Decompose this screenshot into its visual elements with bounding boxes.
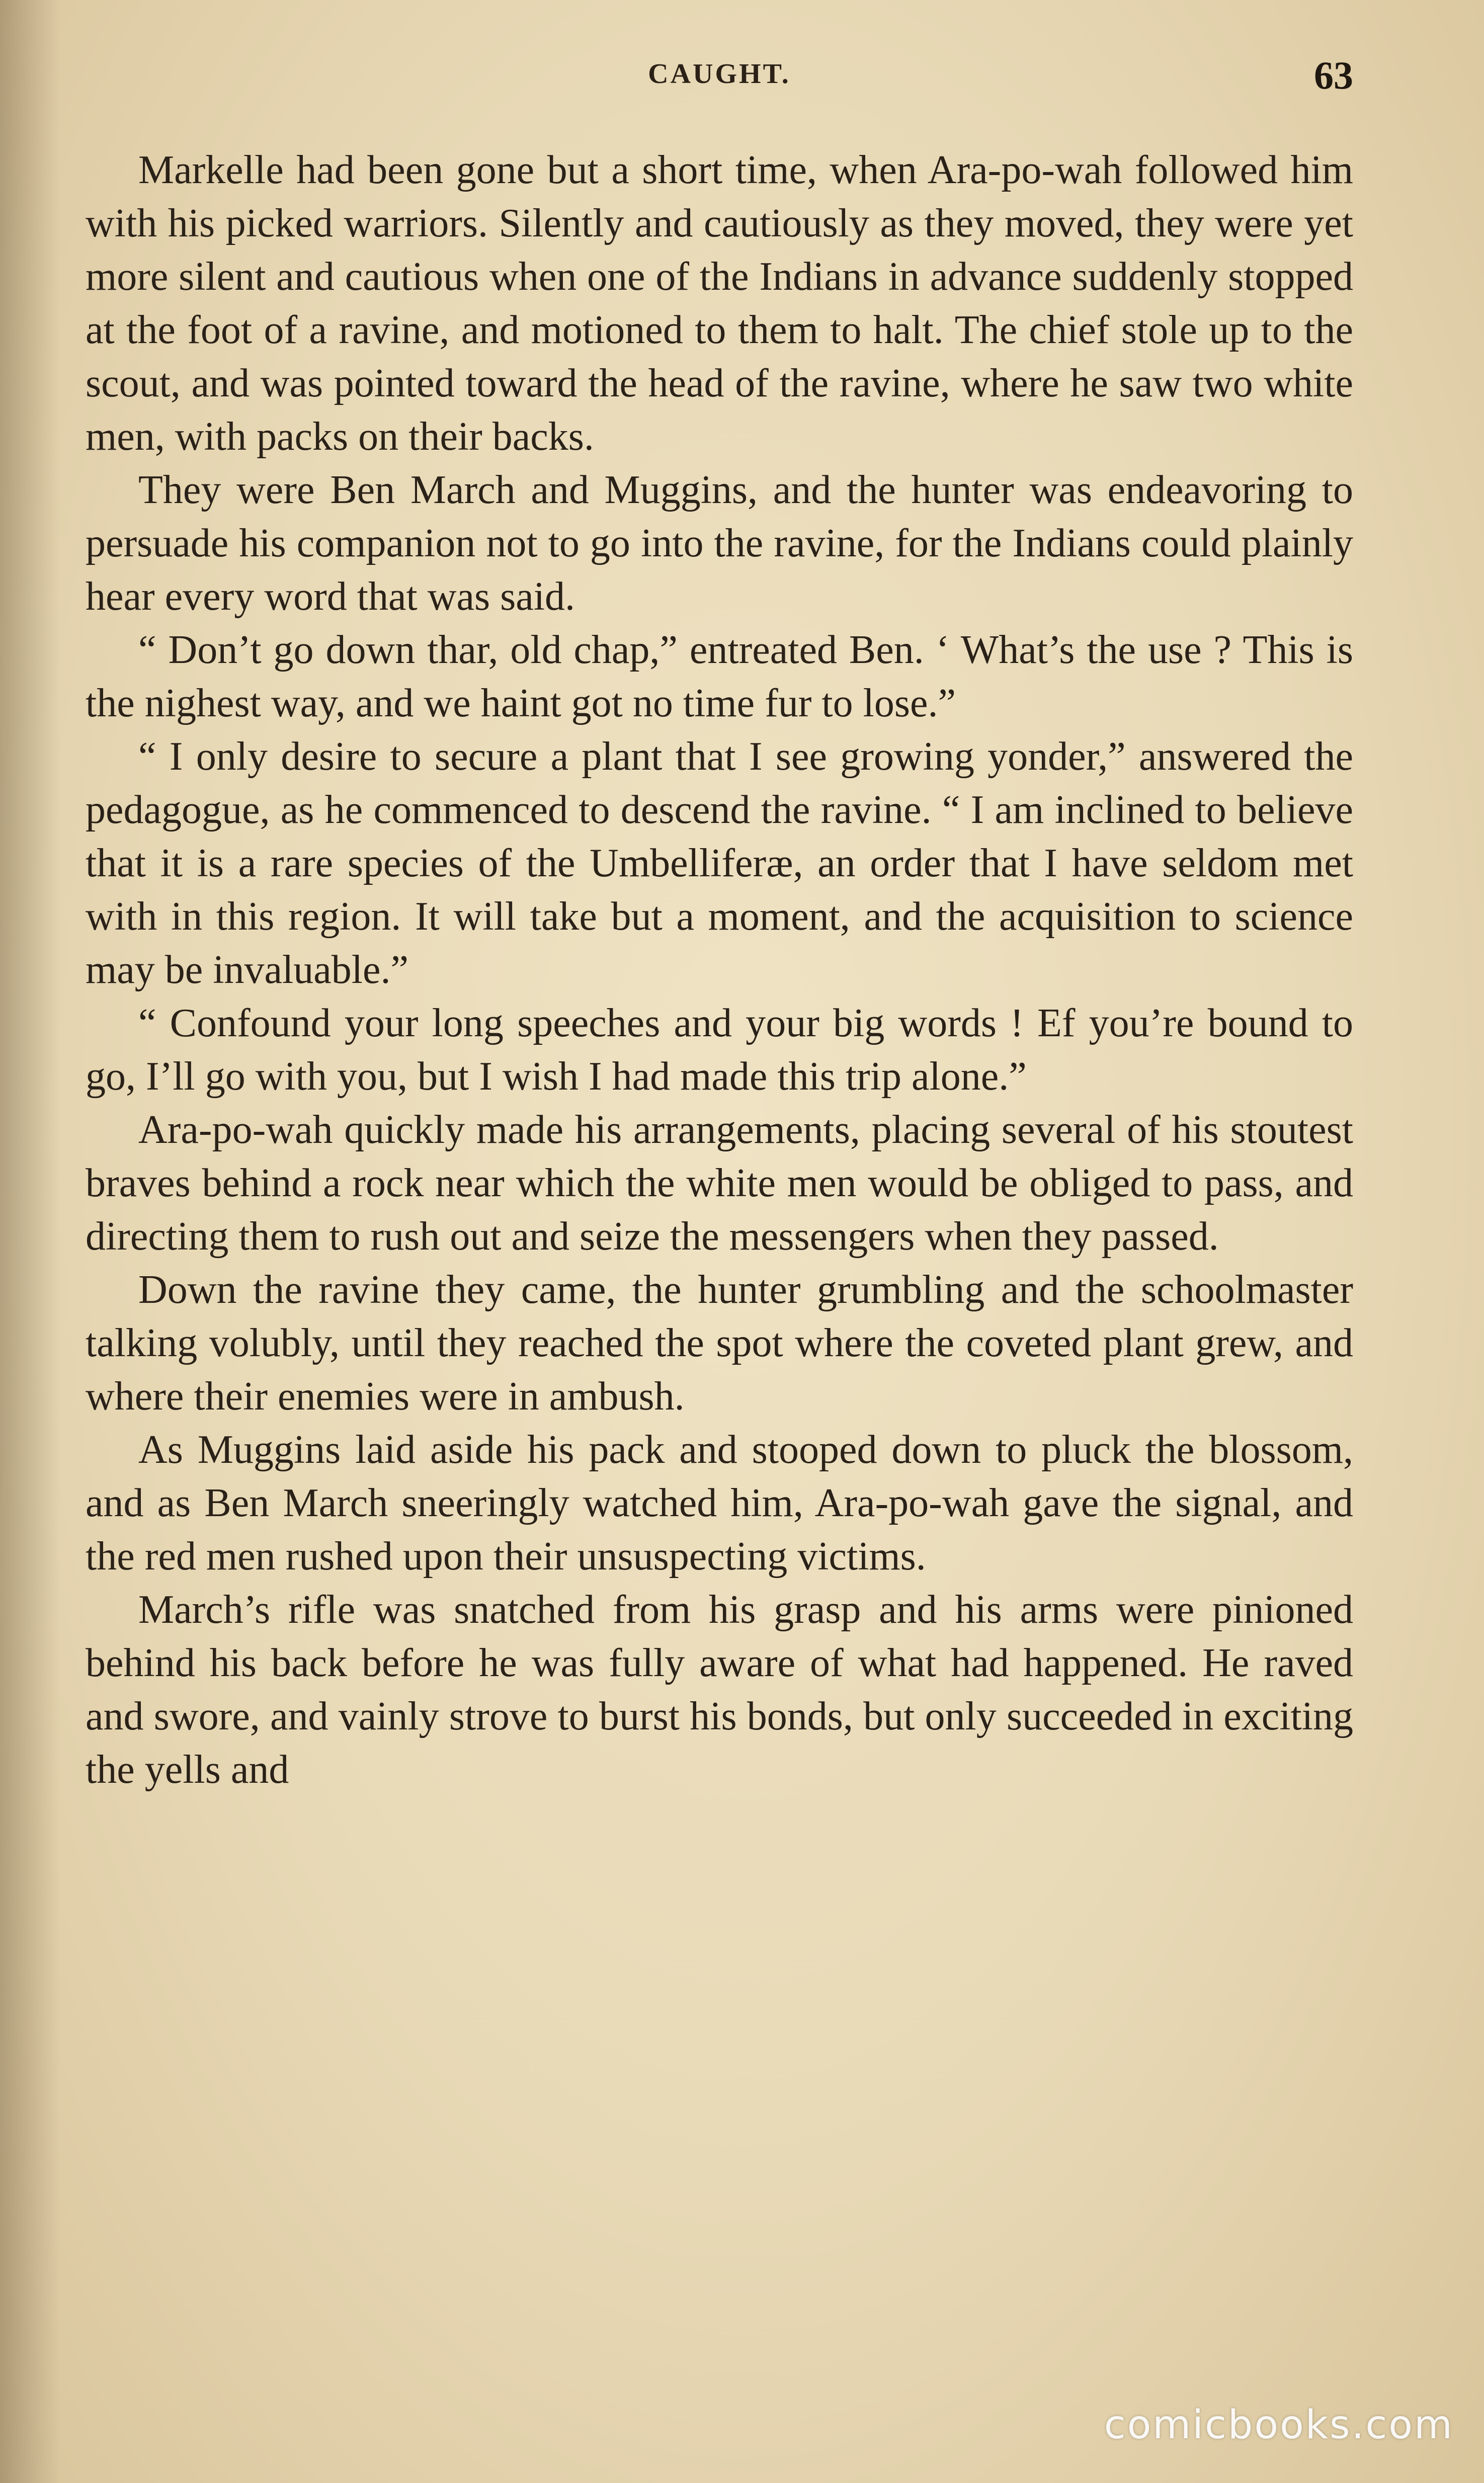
paragraph: As Muggins laid aside his pack and stooped down to pluck the blossom, and as Ben March sneeringly watched him, Ara-po-wah gave the signal, and the red men rushed upon their unsuspecting victims. [86,1428,1353,1579]
paragraph: “ Confound your long speeches and your big words ! Ef you’re bound to go, I’ll go with you, but I wish I had made this trip alone.” [86,1001,1353,1099]
paragraph: They were Ben March and Muggins, and the hunter was endeavoring to persuade his companion not to go into the ravine, for the Indians could plainly hear every word that was said. [86,468,1353,619]
page-number: 63 [1314,53,1353,97]
binding-shadow [0,0,60,2483]
body-text [86,143,1353,2327]
page-header [86,53,1353,113]
paragraph: Markelle had been gone but a short time, when Ara-po-wah followed him with his picked warriors. Silently and cautiously as they moved, they were yet more silent and cautious when one of the Indians in advance suddenly stopped at the foot of a ravine, and motioned to them to halt. The chief stole up to the scout, and was pointed toward the head of the ravine, where he saw two white men, with packs on their backs. [86,148,1353,459]
paragraph: Down the ravine they came, the hunter grumbling and the schoolmaster talking volubly, until they reached the spot where the coveted plant grew, and where their enemies were in ambush. [86,1268,1353,1419]
running-head: CAUGHT. [648,58,791,90]
paragraph: March’s rifle was snatched from his grasp and his arms were pinioned behind his back before he was fully aware of what had happened. He raved and swore, and vainly strove to burst his bonds, but only succeeded in exciting the yells and [86,1588,1353,1792]
paragraph: “ I only desire to secure a plant that I see growing yonder,” answered the pedagogue, as he commenced to descend the ravine. “ I am inclined to believe that it is a rare species of the Umbelliferæ, an order that I have seldom met with in this region. It will take but a moment, and the acquisition to science may be invaluable.” [86,734,1353,992]
watermark: comicbooks.com [1104,2403,1454,2448]
paragraph: Ara-po-wah quickly made his arrangements, placing several of his stoutest braves behind a rock near which the white men would be obliged to pass, and directing them to rush out and seize the messengers when they passed. [86,1108,1353,1259]
paragraph: “ Don’t go down thar, old chap,” entreated Ben. ‘ What’s the use ? This is the nighest way, and we haint got no time fur to lose.” [86,628,1353,725]
